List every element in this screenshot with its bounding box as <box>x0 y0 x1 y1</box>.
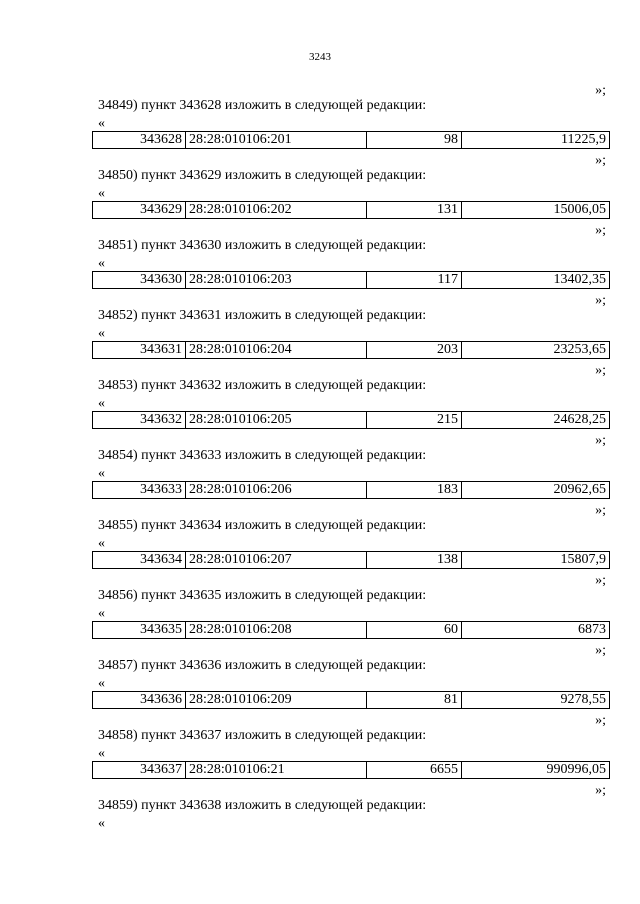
value-cell: 15006,05 <box>462 202 610 219</box>
record-table <box>92 271 610 289</box>
amendment-block <box>0 359 640 429</box>
amendment-block <box>0 639 640 709</box>
amendment-block <box>0 149 640 219</box>
opening-quote: « <box>98 676 105 691</box>
opening-quote: « <box>98 116 105 131</box>
page-number: 3243 <box>309 51 331 63</box>
table-row <box>93 622 610 639</box>
amendment-block <box>0 779 640 839</box>
closing-quote: »; <box>595 643 606 658</box>
amendment-block <box>0 569 640 639</box>
cadastral-number-cell: 28:28:010106:207 <box>186 552 367 569</box>
cadastral-number-cell: 28:28:010106:201 <box>186 132 367 149</box>
area-cell: 117 <box>367 272 462 289</box>
amendment-block <box>0 429 640 499</box>
area-cell: 131 <box>367 202 462 219</box>
area-cell: 98 <box>367 132 462 149</box>
amendment-block <box>0 79 640 149</box>
value-cell: 13402,35 <box>462 272 610 289</box>
amendment-heading: 34857) пункт 343636 изложить в следующей редакции: <box>98 658 427 673</box>
cadastral-number-cell: 28:28:010106:209 <box>186 692 367 709</box>
closing-quote: »; <box>595 783 606 798</box>
item-number-cell: 343628 <box>93 132 186 149</box>
amendment-heading: 34855) пункт 343634 изложить в следующей редакции: <box>98 518 427 533</box>
amendment-heading: 34859) пункт 343638 изложить в следующей редакции: <box>98 798 427 813</box>
opening-quote: « <box>98 536 105 551</box>
cadastral-number-cell: 28:28:010106:204 <box>186 342 367 359</box>
opening-quote: « <box>98 396 105 411</box>
cadastral-number-cell: 28:28:010106:202 <box>186 202 367 219</box>
amendment-heading: 34851) пункт 343630 изложить в следующей редакции: <box>98 238 427 253</box>
record-table <box>92 131 610 149</box>
table-row <box>93 132 610 149</box>
cadastral-number-cell: 28:28:010106:206 <box>186 482 367 499</box>
record-table <box>92 761 610 779</box>
closing-quote: »; <box>595 503 606 518</box>
closing-quote: »; <box>595 293 606 308</box>
table-row <box>93 342 610 359</box>
opening-quote: « <box>98 326 105 341</box>
cadastral-number-cell: 28:28:010106:205 <box>186 412 367 429</box>
area-cell: 203 <box>367 342 462 359</box>
area-cell: 60 <box>367 622 462 639</box>
area-cell: 6655 <box>367 762 462 779</box>
record-table <box>92 551 610 569</box>
item-number-cell: 343636 <box>93 692 186 709</box>
record-table <box>92 481 610 499</box>
closing-quote: »; <box>595 153 606 168</box>
value-cell: 9278,55 <box>462 692 610 709</box>
value-cell: 20962,65 <box>462 482 610 499</box>
amendment-block <box>0 289 640 359</box>
cadastral-number-cell: 28:28:010106:203 <box>186 272 367 289</box>
cadastral-number-cell: 28:28:010106:208 <box>186 622 367 639</box>
item-number-cell: 343631 <box>93 342 186 359</box>
area-cell: 138 <box>367 552 462 569</box>
record-table <box>92 411 610 429</box>
closing-quote: »; <box>595 573 606 588</box>
item-number-cell: 343637 <box>93 762 186 779</box>
item-number-cell: 343632 <box>93 412 186 429</box>
cadastral-number-cell: 28:28:010106:21 <box>186 762 367 779</box>
closing-quote: »; <box>595 223 606 238</box>
amendment-heading: 34852) пункт 343631 изложить в следующей редакции: <box>98 308 427 323</box>
value-cell: 23253,65 <box>462 342 610 359</box>
table-row <box>93 482 610 499</box>
amendment-heading: 34853) пункт 343632 изложить в следующей редакции: <box>98 378 427 393</box>
value-cell: 6873 <box>462 622 610 639</box>
item-number-cell: 343630 <box>93 272 186 289</box>
closing-quote: »; <box>595 433 606 448</box>
value-cell: 11225,9 <box>462 132 610 149</box>
table-row <box>93 202 610 219</box>
item-number-cell: 343633 <box>93 482 186 499</box>
opening-quote: « <box>98 466 105 481</box>
item-number-cell: 343634 <box>93 552 186 569</box>
record-table <box>92 621 610 639</box>
area-cell: 183 <box>367 482 462 499</box>
opening-quote: « <box>98 816 105 831</box>
table-row <box>93 762 610 779</box>
opening-quote: « <box>98 606 105 621</box>
table-row <box>93 692 610 709</box>
table-row <box>93 272 610 289</box>
opening-quote: « <box>98 186 105 201</box>
amendment-block <box>0 499 640 569</box>
opening-quote: « <box>98 256 105 271</box>
amendment-heading: 34850) пункт 343629 изложить в следующей редакции: <box>98 168 427 183</box>
area-cell: 215 <box>367 412 462 429</box>
table-row <box>93 412 610 429</box>
amendment-block <box>0 709 640 779</box>
record-table <box>92 691 610 709</box>
item-number-cell: 343635 <box>93 622 186 639</box>
table-row <box>93 552 610 569</box>
record-table <box>92 201 610 219</box>
closing-quote: »; <box>595 363 606 378</box>
record-table <box>92 341 610 359</box>
amendment-heading: 34858) пункт 343637 изложить в следующей редакции: <box>98 728 427 743</box>
area-cell: 81 <box>367 692 462 709</box>
amendment-heading: 34849) пункт 343628 изложить в следующей редакции: <box>98 98 427 113</box>
document-body <box>0 79 640 839</box>
value-cell: 24628,25 <box>462 412 610 429</box>
value-cell: 15807,9 <box>462 552 610 569</box>
closing-quote: »; <box>595 713 606 728</box>
item-number-cell: 343629 <box>93 202 186 219</box>
amendment-heading: 34856) пункт 343635 изложить в следующей редакции: <box>98 588 427 603</box>
closing-quote: »; <box>595 83 606 98</box>
amendment-block <box>0 219 640 289</box>
value-cell: 990996,05 <box>462 762 610 779</box>
opening-quote: « <box>98 746 105 761</box>
amendment-heading: 34854) пункт 343633 изложить в следующей редакции: <box>98 448 427 463</box>
